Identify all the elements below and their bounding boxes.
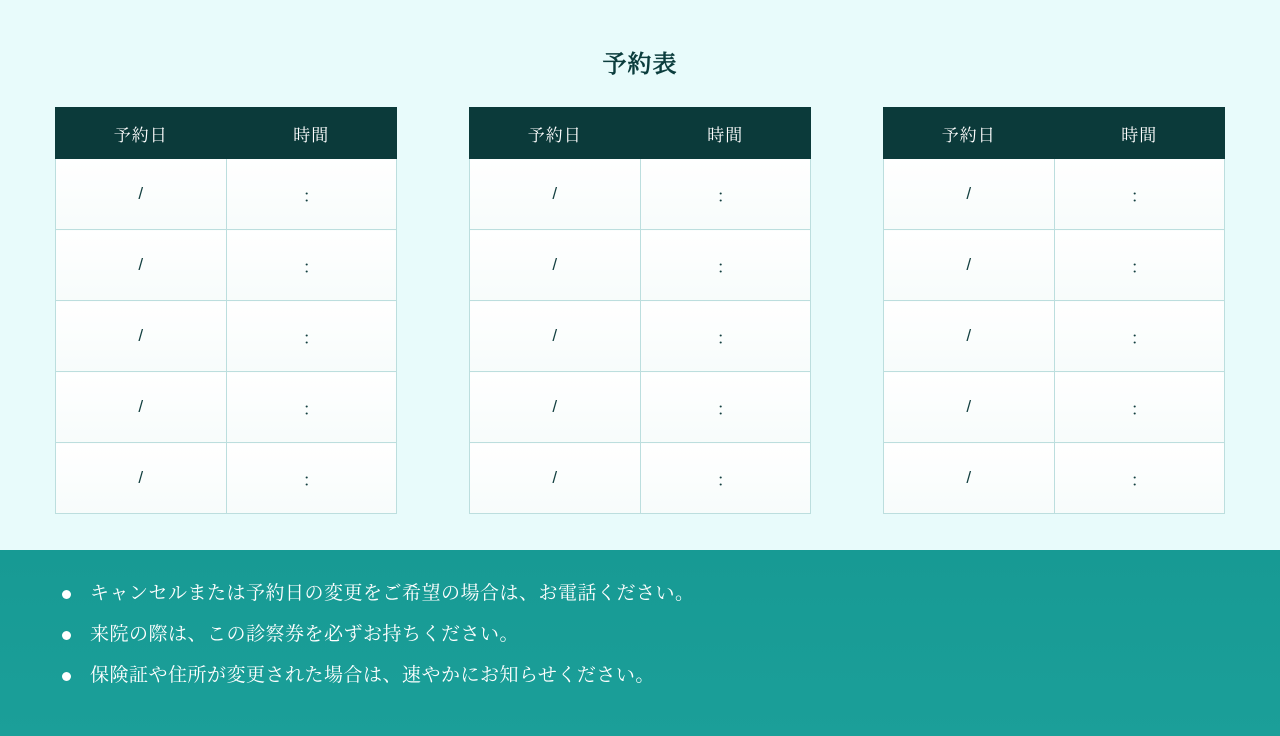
cell-date[interactable]: /: [470, 230, 641, 301]
cell-date[interactable]: /: [884, 230, 1055, 301]
cell-time[interactable]: ：: [640, 230, 811, 301]
table-row[interactable]: [56, 230, 397, 301]
cell-time[interactable]: ：: [640, 443, 811, 514]
note-text: 来院の際は、この診察券を必ずお持ちください。: [90, 624, 520, 645]
table-header-row: [884, 108, 1225, 159]
reservation-table-3: [883, 107, 1225, 514]
note-text: キャンセルまたは予約日の変更をご希望の場合は、お電話ください。: [90, 583, 695, 604]
table-header-row: [56, 108, 397, 159]
cell-time[interactable]: ：: [226, 159, 397, 230]
table-row[interactable]: [884, 443, 1225, 514]
cell-date[interactable]: /: [56, 443, 227, 514]
column-header-date: 予約日: [884, 108, 1055, 159]
cell-time[interactable]: ：: [1054, 301, 1225, 372]
cell-time[interactable]: ：: [226, 372, 397, 443]
cell-date[interactable]: /: [884, 159, 1055, 230]
column-header-date: 予約日: [470, 108, 641, 159]
table-row[interactable]: [470, 443, 811, 514]
cell-date[interactable]: /: [56, 159, 227, 230]
column-header-time: 時間: [1054, 108, 1225, 159]
table-row[interactable]: [56, 372, 397, 443]
cell-date[interactable]: /: [884, 443, 1055, 514]
table-row[interactable]: [884, 159, 1225, 230]
list-item: [62, 625, 1280, 644]
tables-row: [0, 107, 1280, 514]
table-row[interactable]: [56, 443, 397, 514]
cell-time[interactable]: ：: [640, 372, 811, 443]
cell-time[interactable]: ：: [1054, 159, 1225, 230]
cell-date[interactable]: /: [884, 372, 1055, 443]
bullet-icon: [62, 631, 71, 640]
cell-date[interactable]: /: [470, 159, 641, 230]
notes-band: [0, 550, 1280, 736]
cell-time[interactable]: ：: [226, 230, 397, 301]
table-row[interactable]: [884, 230, 1225, 301]
reservation-table-2: [469, 107, 811, 514]
table-row[interactable]: [470, 372, 811, 443]
bullet-icon: [62, 590, 71, 599]
reservation-table-1: [55, 107, 397, 514]
cell-date[interactable]: /: [884, 301, 1055, 372]
table-row[interactable]: [470, 230, 811, 301]
cell-date[interactable]: /: [470, 372, 641, 443]
table-row[interactable]: [884, 301, 1225, 372]
cell-date[interactable]: /: [470, 301, 641, 372]
table-row[interactable]: [56, 159, 397, 230]
notes-list: [0, 584, 1280, 685]
column-header-time: 時間: [226, 108, 397, 159]
cell-time[interactable]: ：: [640, 301, 811, 372]
page-title: 予約表: [602, 51, 678, 78]
cell-time[interactable]: ：: [226, 443, 397, 514]
cell-time[interactable]: ：: [1054, 230, 1225, 301]
table-row[interactable]: [470, 159, 811, 230]
bullet-icon: [62, 672, 71, 681]
note-text: 保険証や住所が変更された場合は、速やかにお知らせください。: [90, 665, 655, 686]
list-item: [62, 584, 1280, 603]
table-row[interactable]: [56, 301, 397, 372]
cell-date[interactable]: /: [56, 372, 227, 443]
cell-date[interactable]: /: [56, 301, 227, 372]
cell-time[interactable]: ：: [1054, 443, 1225, 514]
cell-date[interactable]: /: [56, 230, 227, 301]
list-item: [62, 666, 1280, 685]
column-header-date: 予約日: [56, 108, 227, 159]
table-row[interactable]: [884, 372, 1225, 443]
cell-time[interactable]: ：: [226, 301, 397, 372]
column-header-time: 時間: [640, 108, 811, 159]
cell-date[interactable]: /: [470, 443, 641, 514]
table-row[interactable]: [470, 301, 811, 372]
cell-time[interactable]: ：: [640, 159, 811, 230]
table-header-row: [470, 108, 811, 159]
cell-time[interactable]: ：: [1054, 372, 1225, 443]
